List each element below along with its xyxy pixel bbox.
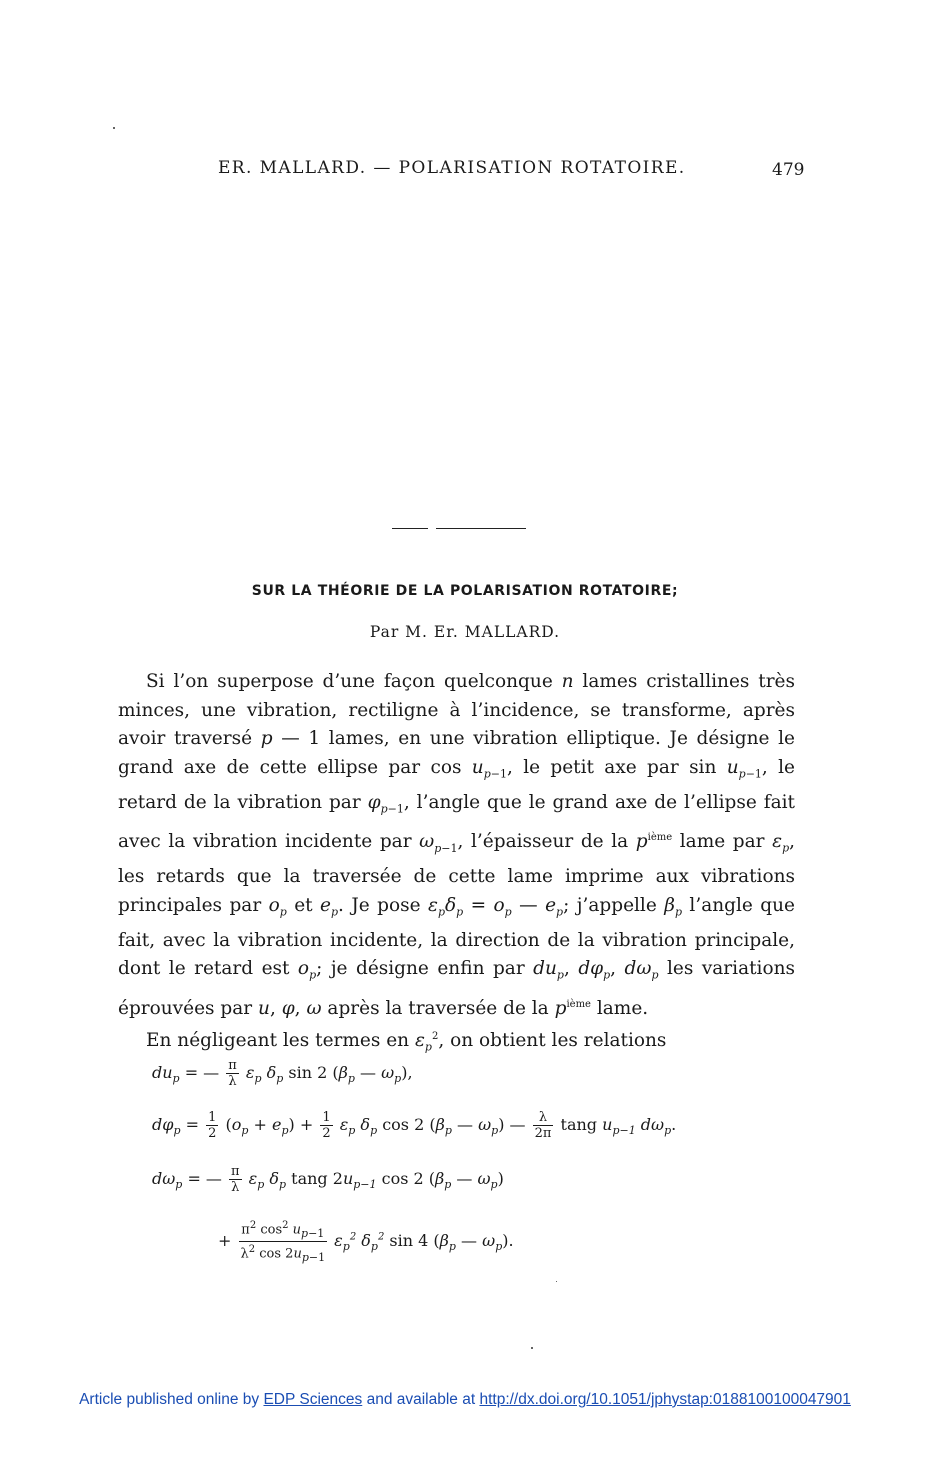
publication-footer: [0, 1391, 930, 1409]
page-header: [0, 158, 930, 188]
scan-speck: [556, 1281, 557, 1282]
paragraph-2: En négligeant les termes en $\varepsilon_p^2$, on obtient les relations: [146, 1030, 667, 1055]
article-body: [118, 668, 795, 1063]
equation-2: $d\varphi_p$ = $\frac{1}{2}$ $(o_p + e_p)$ + $\frac{1}{2}$ $\varepsilon_p$ $\delta_p$ cos 2 ($\beta_p$ — $\omega_p$) — $\frac{\lambda}{2\pi}$ tang $u_{p-1}$ $d\omega_p$.: [152, 1110, 677, 1141]
footer-middle: and available at: [362, 1391, 480, 1408]
equation-1: $du_p$ = — $\frac{\pi}{\lambda}$ $\varepsilon_p$ $\delta_p$ sin 2 ($\beta_p$ — $\omega_p$),: [152, 1058, 413, 1089]
footer-prefix: Article published online by: [79, 1391, 264, 1408]
running-head: ER. MALLARD. — POLARISATION ROTATOIRE.: [218, 158, 686, 178]
page-number: 479: [772, 160, 805, 180]
article-byline: Par M. Er. MALLARD.: [369, 623, 561, 641]
scan-speck: [531, 1347, 533, 1349]
paragraph-1: Si l’on superpose d’une façon quelconque n lames cristallines très minces, une vibration, rectiligne à l’incidence, se transforme, après avoir traversé p — 1 lames, en une vibration elliptique. Je désigne le grand axe de cette ellipse par $\cos u_{p-1}$, le petit axe par $\sin u_{p-1}$, le retard de la vibration par $\varphi_{p-1}$, l’angle que le grand axe de l’ellipse fait avec la vibration incidente par $\omega_{p-1}$, l’épaisseur de la $p^{ième}$ lame par $\varepsilon_p$, les retards que la traversée de cette lame imprime aux vibrations principales par $o_p$ et $e_p$. Je pose $\varepsilon_p\delta_p = o_p$ — $e_p$; j’appelle $\beta_p$ l’angle que fait, avec la vibration incidente, la direction de la vibration principale, dont le retard est $o_p$; je désigne enfin par $du_p$, $d\varphi_p$, $d\omega_p$ les variations éprouvées par u, φ, ω après la traversée de la $p^{ième}$ lame.: [118, 671, 795, 1019]
doi-link[interactable]: http://dx.doi.org/10.1051/jphystap:0188100100047901: [479, 1391, 851, 1408]
section-rule: [392, 528, 526, 542]
article-title: SUR LA THÉORIE DE LA POLARISATION ROTATOIRE;: [251, 583, 679, 599]
equation-3a: $d\omega_p$ = — $\frac{\pi}{\lambda}$ $\varepsilon_p$ $\delta_p$ tang $2u_{p-1}$ cos 2 ($\beta_p$ — $\omega_p$): [152, 1164, 504, 1195]
publisher-link[interactable]: EDP Sciences: [263, 1391, 363, 1408]
scan-speck: [113, 127, 115, 129]
equation-3b: + $\frac{\pi^2 \cos^2 u_{p-1}}{\lambda^2 \cos 2u_{p-1}}$ $\varepsilon_p^2$ $\delta_p^2$ sin 4 ($\beta_p$ — $\omega_p$).: [218, 1220, 514, 1264]
